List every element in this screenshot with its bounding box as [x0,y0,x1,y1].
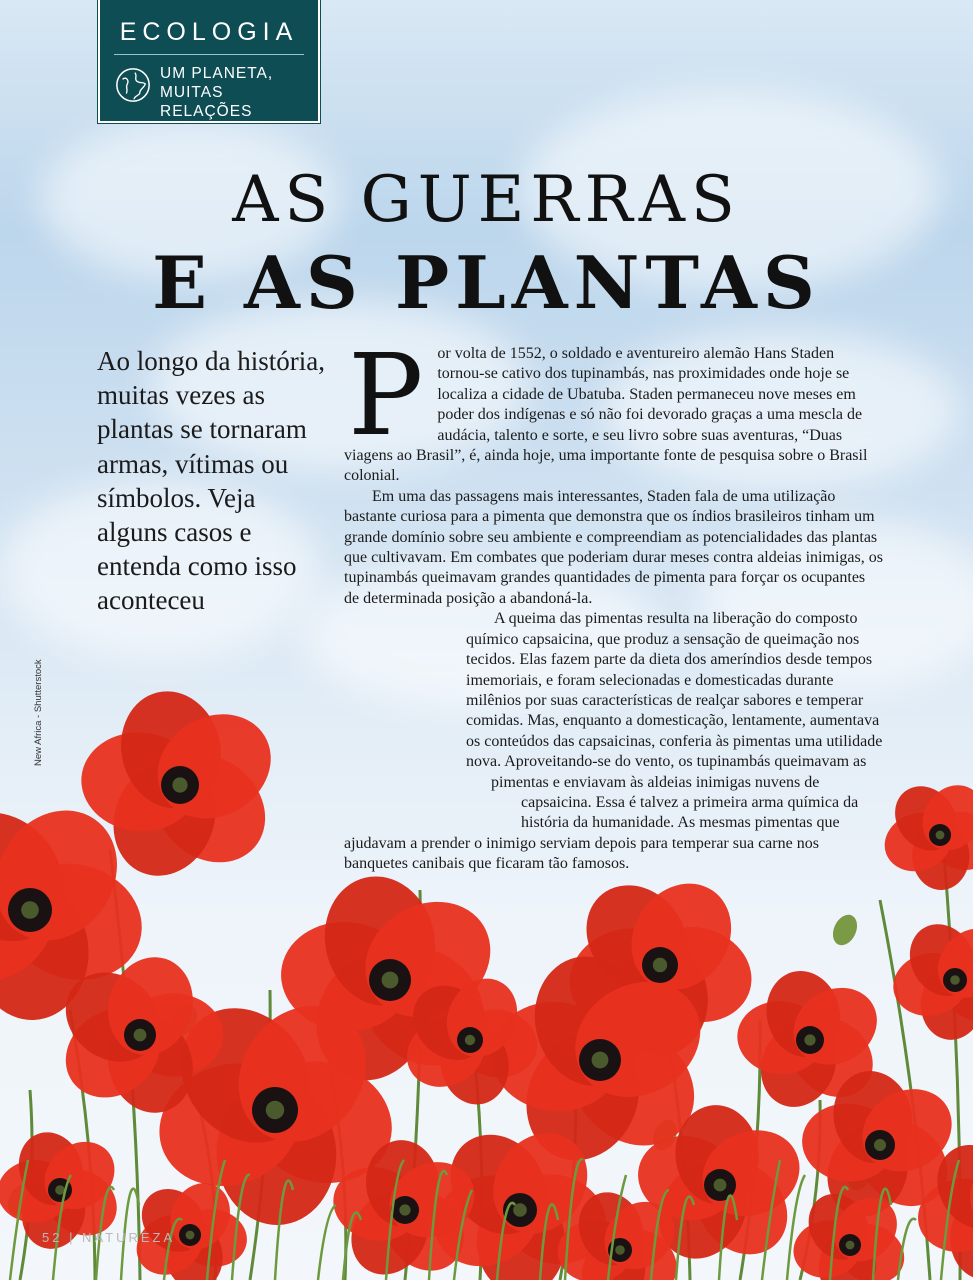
poppy-pistil [399,1204,410,1215]
poppy-pistil [266,1101,284,1119]
poppy-bud [828,911,861,949]
photo-credit: New Africa - Shutterstock [33,659,44,766]
article-paragraph-2: Em uma das passagens mais interessantes, Staden fala de uma utilização bastante curiosa para a pimenta que demonstra que os índios brasileiros tinham um grande domínio sobre seu ambiente e compreendiam as potencialidades das plantas que cultivavam. Em combates que poderiam durar meses contra aldeias inimigas, os tupinambás queimavam grandes quantidades de pimenta para forçar os ocupantes de determinada posição a abandoná-la. [344,487,883,607]
poppy-flower [876,773,973,891]
section-subtitle [160,64,318,121]
page-folio: 52 | NATUREZA [42,1230,176,1245]
lede-text: Ao longo da história, muitas vezes as plantas se tornaram armas, vítimas ou símbolos. Veja alguns casos e entenda como isso aconteceu [97,346,325,616]
poppy-pistil [615,1245,625,1255]
poppy-pistil [186,1231,195,1240]
section-subtitle-line2: MUITAS RELAÇÕES [160,84,253,120]
poppy-pistil [653,958,667,972]
section-title: ECOLOGIA [119,18,299,46]
globe-icon [114,66,152,104]
poppy-pistil [714,1179,727,1192]
drop-cap: P [348,331,424,461]
poppy-pistil [804,1034,815,1045]
poppy-pistil [513,1203,527,1217]
poppy-field-illustration [0,690,973,1280]
article-paragraph-3-text: A queima das pimentas resulta na liberação do composto químico capsaicina, que produz a sensação de queimação nos tecidos. Elas fazem parte da dieta dos ameríndios desde tempos imemoriais, e foram selecionadas e domesticadas durante milênios por suas características de realçar sabores e temperar comidas. Mas, enquanto a domesticação, lentamente, aumentava os conteúdos das capsaicinas, conferia às pimentas uma utilidade nova. Aproveitando-se do vento, os tupinambás queimavam as pimentas e enviavam às aldeias inimigas nuvens de capsaicina. Essa é talvez a primeira arma química da história da humanidade. As mesmas pimentas que ajudavam a prender o inimigo serviam depois para temperar sua carne nos banquetes canibais que ficaram tão famosos. [344,610,883,873]
poppy-pistil [21,901,39,919]
poppy-pistil [950,975,960,985]
headline-line1: AS GUERRAS [232,163,741,237]
poppy-pistil [846,1241,855,1250]
section-badge [98,0,320,123]
article-paragraph-1: or volta de 1552, o soldado e aventureiro alemão Hans Staden tornou-se cativo dos tupinambás, nas proximidades onde hoje se localiza a cidade de Ubatuba. Staden permaneceu nove meses em poder dos indígenas e só não foi devorado graças a uma mescla de audácia, talento e sorte, e seu livro sobre suas aventuras, “Duas viagens ao Brasil”, é, ainda hoje, uma importante fonte de pesquisa sobre o Brasil colonial. [344,345,868,485]
section-subtitle-line1: UM PLANETA, [160,65,274,82]
poppy-pistil [592,1052,609,1069]
poppy-pistil [134,1029,147,1042]
poppy-pistil [465,1035,475,1045]
poppy-pistil [936,831,945,840]
poppy-pistil [382,972,399,989]
headline-line2: E AS PLANTAS [152,240,821,325]
poppy-pistil [172,777,187,792]
poppy-pistil [874,1139,886,1151]
grass-blade [318,1205,336,1280]
badge-divider [114,54,304,55]
